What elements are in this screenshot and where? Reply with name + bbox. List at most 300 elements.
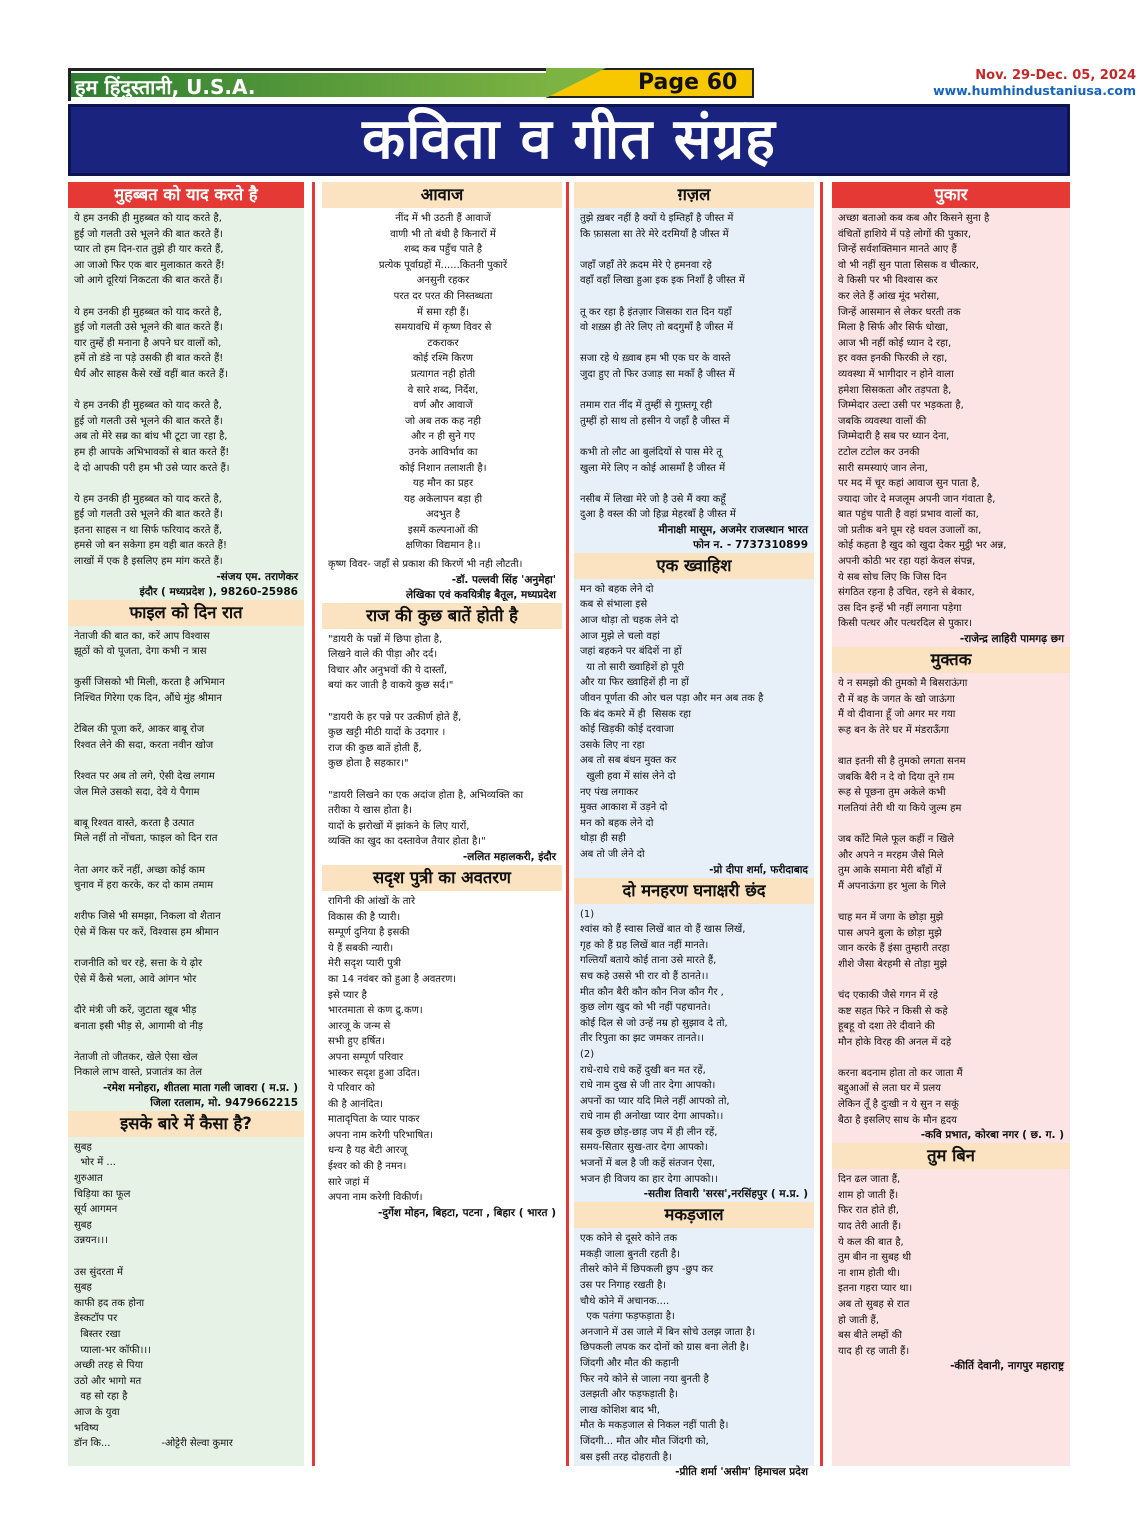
poem-line: चिड़िया का फूल bbox=[74, 1188, 131, 1200]
poem-title: तुम बिन bbox=[832, 1143, 1070, 1169]
masthead bbox=[68, 68, 1136, 99]
poem-line bbox=[838, 894, 1066, 910]
poem-line: नसीब में लिखा मेरे जो है उसे मैं क्या कहूँ bbox=[580, 493, 726, 505]
poem-line: और या फिर ख्वाहिशें ही ना हों bbox=[580, 677, 689, 689]
poem-line: खुली हवा में सांस लेने दो bbox=[580, 771, 676, 782]
poem-line: जो प्रतीक बने घूम रहे धवल उजालों का, bbox=[838, 524, 982, 536]
poem-line: मैं अपनाऊंगा हर भुला के गिले bbox=[838, 880, 946, 892]
poem-line: राधे नाम ही अनोखा प्यार देगा आपको।। bbox=[580, 1111, 724, 1123]
poem-line: कुछ होता है सहकार।" bbox=[328, 758, 409, 770]
poem-line: जीवन पूर्णता की ओर चल पड़ा और मन अब तक है bbox=[580, 693, 764, 705]
poem-line: राजनीति को चर रहे, सत्ता के ये ढ़ोर bbox=[74, 958, 203, 970]
poem-line: में समा रही हैं। bbox=[417, 306, 469, 318]
poem-line: रूह से पूछना तुम अकेले कभी bbox=[838, 787, 946, 799]
poem-line: रौ में बह के जगत के खो जाऊंगा bbox=[838, 693, 955, 705]
poem-line: नेता अगर करें नहीं, अच्छा कोई काम bbox=[74, 864, 206, 876]
poem-line: बस इसी तरह दोहराती है। bbox=[580, 1451, 672, 1463]
poem-line: रूह बन के तेरे घर में मंडराऊँगा bbox=[838, 724, 949, 736]
poem-line: व्यवस्था में भागीदार न होने वाला bbox=[838, 368, 954, 380]
poem-author bbox=[322, 573, 562, 603]
author-line: मीनाक्षी मासूम, अजमेर राजस्थान भारत bbox=[658, 523, 808, 536]
poem-line: शाम हो जाती हैं। bbox=[838, 1189, 899, 1201]
poem-line: सम्पूर्ण दुनिया है इसकी bbox=[328, 927, 410, 939]
author-line: -प्रो दीपा शर्मा, फरीदाबाद bbox=[709, 863, 808, 876]
poem-line: निश्चित गिरेगा एक दिन, औंधे मुंह श्रीमान bbox=[74, 693, 222, 705]
poem-line bbox=[74, 476, 300, 492]
author-line: इंदौर ( मध्यप्रदेश ), 98260-25986 bbox=[139, 585, 298, 598]
poem-line: इसे प्यार है bbox=[328, 989, 367, 1001]
poem-line: आज मुझे ले चलो वहां bbox=[580, 630, 660, 642]
poem-line: वो भी नहीं सुन पाता सिसक व चीत्कार, bbox=[838, 259, 979, 271]
poem-line: एक कोने से दूसरे कोने तक bbox=[580, 1233, 678, 1245]
author-line: -कीर्ति देवानी, नागपुर महाराष्ट्र bbox=[950, 1360, 1064, 1373]
poem-line: आरजू के जन्म से bbox=[328, 1020, 391, 1032]
poem-line: कुछ लोग खुद को भी नहीं पहचानते। bbox=[580, 1002, 711, 1014]
poem-author bbox=[832, 1128, 1070, 1143]
poem-line bbox=[580, 242, 810, 258]
poem-line: जो आगे दूरियां निकटता की बात करते हैं। bbox=[74, 275, 223, 287]
column-3 bbox=[574, 182, 814, 1479]
poem-line: मातादृपिता के प्यार पाकर bbox=[328, 1114, 420, 1126]
poem-line: विचार और अनुभवों की ये दास्ताँ, bbox=[328, 664, 448, 676]
poem-line: तीर रिपुता का झट जमकर तानते।। bbox=[580, 1033, 705, 1045]
poem-line: शीशे जैसा बेरहमी से तोड़ा मुझे bbox=[838, 958, 948, 970]
poem-line bbox=[580, 336, 810, 352]
poem-line: कि बंद कमरे में ही सिसक रहा bbox=[580, 708, 691, 720]
poem-line: चुनाव में हरा करके, कर दो काम तमाम bbox=[74, 880, 214, 892]
poem-body bbox=[322, 208, 562, 554]
poem-line: वह सो रहा है bbox=[74, 1391, 128, 1403]
poem-body bbox=[68, 208, 304, 570]
poem-line: आज के युवा bbox=[74, 1406, 120, 1418]
poem-line: वाणी भी तो बंधी है किनारों में bbox=[390, 228, 496, 240]
poem-line: भविष्य bbox=[74, 1422, 99, 1434]
poem-line: निकाले लाभ वास्ते, प्रजातंत्र का तेल bbox=[74, 1067, 203, 1079]
poem-line: शुरुआत bbox=[74, 1173, 103, 1185]
poem-line: करना बदनाम होता तो कर जाता मैं bbox=[838, 1067, 963, 1079]
poem-line: कोई कहता है खुद को खुदा देकर मुट्ठी भर अन्न, bbox=[838, 540, 1007, 552]
poem-line bbox=[74, 1249, 300, 1265]
poem-line: कर लेते हैं आंख मूंद भरोसा, bbox=[838, 290, 940, 302]
author-line: -राजेन्द्र लाहिरी पामगढ़ छग bbox=[959, 633, 1064, 646]
poem-line: उसके लिए ना रहा bbox=[580, 739, 645, 751]
poem-title: इसके बारे में कैसा है? bbox=[68, 1111, 304, 1137]
poem-line bbox=[328, 694, 558, 710]
poem-line: प्रत्येक पूर्वाग्रहों में......कितनी पुकारें bbox=[378, 259, 508, 271]
poem-line: यादों के झरोखों में झांकने के लिए यारों, bbox=[328, 820, 470, 832]
poem-line: अपनों का प्यार यदि मिले नहीं आपको तो, bbox=[580, 1095, 730, 1107]
poem-line: और न ही सुने गए bbox=[411, 431, 475, 443]
poem-line: जिन्हें आसमान से लेकर धरती तक bbox=[838, 306, 961, 318]
poem-line: मिले नहीं तो नोंचता, फाइल को दिन रात bbox=[74, 833, 218, 845]
poem-line: आज भी नहीं कोई ध्यान दे रहा, bbox=[838, 337, 952, 349]
poem-title: एक ख्वाहिश bbox=[574, 553, 814, 579]
poem-line: दौरे मंत्री जी करें, जुटाता खूब भीड़ bbox=[74, 1004, 197, 1016]
poem-line: हुई जो गलती उसे भूलने की बात करते हैं। bbox=[74, 415, 223, 427]
poem-line: दिन ढल जाता हैं, bbox=[838, 1174, 901, 1186]
poem-line: इतना साहस न था सिर्फ फरियाद करते हैं, bbox=[74, 524, 223, 536]
poem-line: किसी पत्थर और पत्थरदिल से पुकार। bbox=[838, 618, 973, 630]
poem-line bbox=[74, 941, 300, 957]
poem-line: टेबिल की पूजा करें, आकर बाबू रोज bbox=[74, 724, 205, 736]
issue-date: Nov. 29-Dec. 05, 2024 bbox=[975, 68, 1136, 83]
poem-line: हो जाती हैं, bbox=[838, 1314, 880, 1326]
author-line: जिला रतलाम, मो. 9479662215 bbox=[150, 1096, 298, 1109]
column-4 bbox=[832, 182, 1070, 1466]
poem-body bbox=[322, 629, 562, 850]
author-line: -प्रीति शर्मा 'असीम' हिमाचल प्रदेश bbox=[675, 1466, 808, 1479]
poem-body bbox=[574, 579, 814, 863]
poem-line: का 14 नवंबर को हुआ है अवतरण। bbox=[328, 973, 457, 985]
poem-line: हमसे जो बन सकेगा हम वही बात करते हैं! bbox=[74, 540, 227, 552]
brand-name: हम हिंदुस्तानी, U.S.A. bbox=[75, 75, 256, 99]
poem-author bbox=[574, 863, 814, 878]
poem-line: जान करके हैं इंसा तुम्हारी तरहा bbox=[838, 943, 950, 955]
poem-line: बात पहुंच पाती है वहां प्रभाव वालों का, bbox=[838, 509, 979, 521]
poem-line: अब तो सुबह से रात bbox=[838, 1299, 910, 1310]
column-divider bbox=[820, 182, 823, 1466]
poem-line bbox=[838, 972, 1066, 988]
column-2 bbox=[322, 182, 562, 1466]
poem-line: कुछ खट्टी मीठी यादों के उदगार । bbox=[328, 727, 446, 739]
note-text: कृष्ण विवर- जहाँ से प्रकाश की किरणें भी नही लौटती। bbox=[328, 559, 523, 571]
poem-line: अच्छी तरह से पिया bbox=[74, 1360, 143, 1372]
poem-line: सुबह bbox=[74, 1219, 92, 1231]
poem-line: हम ही आपके अभिभावकों से बात करते हैं! bbox=[74, 446, 230, 458]
poem-line: वे किसी पर भी विश्वास कर bbox=[838, 275, 938, 287]
poem-line: ये हम उनकी ही मुहब्बत को याद करते है, bbox=[74, 493, 222, 505]
poem-line: मैं वो दीवाना हूँ जो अगर मर गया bbox=[838, 709, 956, 721]
poem-line: पास अपने बुला के छोड़ा मुझे bbox=[838, 927, 942, 939]
poem-line: रागिनी की आंखों के तारे bbox=[328, 895, 416, 907]
poem-line bbox=[580, 476, 810, 492]
poem-line: ईश्वर को की है नमन। bbox=[328, 1161, 407, 1173]
poem-line: तुझे ख़बर नहीं है क्यों ये इम्तिहाँ है जीस्त में bbox=[580, 213, 734, 224]
poem-line: उलझती और फड़फड़ाती है। bbox=[580, 1389, 679, 1401]
poem-line: (1) bbox=[580, 908, 595, 920]
poem-line: अच्छा बताओ कब कब और किसने सुना है bbox=[838, 213, 990, 224]
poem-line: वहाँ वहाँ लिखा हुआ इक इक निशाँ है जीस्त में bbox=[580, 275, 745, 287]
poem-line bbox=[580, 289, 810, 305]
poem-line bbox=[74, 800, 300, 816]
poem-line: मन को बहक लेने दो bbox=[580, 817, 654, 829]
poem-line: "डायरी के हर पन्ने पर उत्कीर्ण होते हैं, bbox=[328, 711, 462, 723]
poem-line: तीसरे कोने में छिपकली छुप -छुप कर bbox=[580, 1264, 714, 1276]
poem-line: काफी हद तक होना bbox=[74, 1297, 145, 1309]
poem-line: अपना नाम करेगी विकीर्ण। bbox=[328, 1192, 423, 1204]
poem-line: जहां बहकने पर बंदिशें ना हों bbox=[580, 646, 682, 658]
poem-title: सदृश पुत्री का अवतरण bbox=[322, 865, 562, 891]
poem-line: समयावधि में कृष्ण विवर से bbox=[394, 322, 492, 334]
poem-body bbox=[574, 904, 814, 1188]
website-link[interactable]: www.humhindustaniusa.com bbox=[933, 83, 1136, 98]
poem-line: मौत के मकड़जाल से निकल नहीं पाती है। bbox=[580, 1420, 729, 1432]
poem-line: बात इतनी सी है तुमको लगता सनम bbox=[838, 756, 966, 767]
poem-line: वे सारे शब्द, निर्देश, bbox=[407, 384, 479, 396]
poem-line: ये परिवार को bbox=[328, 1083, 376, 1095]
poem-line: खुला मेरे लिए न कोई आसमाँ है जीस्त में bbox=[580, 462, 726, 474]
poem-line: प्रत्यागत नही होती bbox=[410, 368, 476, 380]
author-line: फोन न. - 7737310899 bbox=[693, 538, 808, 551]
poem-body bbox=[832, 673, 1070, 1128]
poem-line bbox=[74, 707, 300, 723]
poem-line: छिपकली लपक कर दोनों को ग्रास बना लेती है। bbox=[580, 1342, 749, 1354]
page-number-box bbox=[546, 68, 754, 98]
poem-line: धैर्य और साहस कैसे रखें वहीं बात करते हैं। bbox=[74, 368, 228, 380]
poem-note bbox=[322, 554, 562, 573]
poem-line: जिंदगी... मौत और मौत जिंदगी को, bbox=[580, 1435, 709, 1447]
poem-line: सब कुछ छोड़-छाड़ जप में ही लीन रहें, bbox=[580, 1126, 718, 1138]
poem-line: राधे-राधे राधे कहें दुखी बन मत रहें, bbox=[580, 1064, 706, 1076]
poem-line: नए पंख लगाकर bbox=[580, 786, 639, 798]
poem-line: शरीफ जिसे भी समझा, निकला वो शैतान bbox=[74, 911, 221, 923]
poem-line: कष्ट सहत फिरे न किसी से कहे bbox=[838, 1005, 948, 1017]
poem-line: बद्दुआओं से लता घर में प्रलय bbox=[838, 1083, 941, 1095]
poem-line: तरीका ये खास होता है। bbox=[328, 805, 412, 817]
poem-title: पुकार bbox=[832, 182, 1070, 208]
poem-line: कुर्सी जिसको भी मिली, करता है अभिमान bbox=[74, 677, 225, 689]
poem-line: भारतमाता से कण द्रु.कण। bbox=[328, 1005, 423, 1017]
poem-line: क्षणिका विद्यमान है।। bbox=[405, 540, 481, 552]
poem-line: थोड़ा ही सही bbox=[580, 833, 626, 845]
poem-line: मीत कौन बैरी कौन कौन निज कौन गैर , bbox=[580, 986, 724, 998]
poem-line: ये हम उनकी ही मुहब्बत को याद करते है, bbox=[74, 306, 222, 318]
poem-line: अपना सम्पूर्ण परिवार bbox=[328, 1051, 404, 1063]
poem-line: राधे नाम दुख से जी तार देगा आपको। bbox=[580, 1080, 716, 1092]
poem-line: जिम्मेदारी है सब पर ध्यान देना, bbox=[838, 431, 950, 443]
poem-line: चाह मन में जगा के छोड़ा मुझे bbox=[838, 911, 944, 923]
poem-line: सुबह bbox=[74, 1141, 92, 1153]
poem-line: कब से संभाला इसे bbox=[580, 599, 648, 611]
author-line: -डॉ. पल्लवी सिंह 'अनुमेहा' bbox=[451, 573, 556, 586]
author-line: -दुर्गेश मोहन, बिहटा, पटना , बिहार ( भारत ) bbox=[378, 1206, 556, 1219]
poem-line: सच कहे उससे भी रार वो हैं ठानते।। bbox=[580, 970, 709, 982]
poem-line bbox=[74, 753, 300, 769]
poem-line: ये हम उनकी ही मुहब्बत को याद करते है, bbox=[74, 400, 222, 412]
poem-line: रिश्वत लेने की सदा, करता नवीन खोज bbox=[74, 739, 214, 751]
poem-line: हूबहू वो दशा तेरे दीवाने की bbox=[838, 1021, 935, 1033]
poem-line: जेल मिले उसको सदा, देवे ये पैगाम bbox=[74, 786, 200, 798]
poem-line: कोई रश्मि किरण bbox=[412, 353, 474, 365]
poem-title: फाइल को दिन रात bbox=[68, 600, 304, 626]
poem-line bbox=[838, 1050, 1066, 1066]
poem-line: भास्कर सदृश हुआ उदित। bbox=[328, 1067, 421, 1079]
poem-line bbox=[74, 847, 300, 863]
poem-line: अनसुनी रहकर bbox=[416, 275, 470, 287]
poem-line: ऐसे में किस पर करें, विश्वास हम श्रीमान bbox=[74, 926, 219, 938]
poem-line: उस दिन इन्हें भी नहीं लगाना पड़ेगा bbox=[838, 602, 962, 614]
poem-line bbox=[838, 816, 1066, 832]
poem-line: उठो और भागो मत bbox=[74, 1375, 142, 1387]
poem-line: नींद में भी उठती हैं आवाजें bbox=[395, 213, 491, 224]
poem-line: कि फ़ासला सा तेरे मेरे दरमियाँ है जीस्त में bbox=[580, 228, 729, 240]
poem-line: जहाँ जहाँ तेरे क़दम मेरे ऐ हमनवा रहे bbox=[580, 259, 712, 271]
poem-line: ये हम उनकी ही मुहब्बत को याद करते है, bbox=[74, 213, 222, 224]
poem-line: गल्तियाँ बताये कोई ताना उसे मारते हैं, bbox=[580, 955, 717, 967]
poem-line: लाख कोशिश बाद भी, bbox=[580, 1404, 660, 1416]
poem-line: हुई जो गलती उसे भूलने की बात करते हैं। bbox=[74, 322, 223, 334]
poem-line: लेकिन तूँ है दुःखी न ये सुन न सकूं bbox=[838, 1099, 959, 1111]
author-line: -सतीश तिवारी 'सरस',नरसिंहपुर ( म.प्र. ) bbox=[643, 1188, 808, 1201]
poem-line: प्यार तो हम दिन-रात तुझे ही यार करते हैं, bbox=[74, 244, 224, 256]
poem-line: अनजाने में उस जाले में बिन सोचे उलझ जाता है। bbox=[580, 1326, 756, 1338]
poem-line: झूठों को वो पूजता, देगा कभी न त्रास bbox=[74, 646, 207, 658]
poem-line: नेताजी की बात का, करें आप विश्वास bbox=[74, 630, 210, 642]
poem-line: ज्यादा जोर दे मजलूम अपनी जान गंवाता है, bbox=[838, 493, 996, 505]
poem-line: ऐसे में कैसे भला, आवे आंगन भोर bbox=[74, 973, 197, 985]
poem-body bbox=[832, 1169, 1070, 1359]
poem-body bbox=[574, 1228, 814, 1465]
poem-line: धन्य है यह बेटी आरजू bbox=[328, 1145, 408, 1157]
poem-line: याद तेरी आती हैं। bbox=[838, 1221, 902, 1233]
poem-line: सजा रहे थे ख़्वाब हम भी एक घर के वास्ते bbox=[580, 353, 731, 365]
brand-bar bbox=[68, 68, 549, 101]
poem-line bbox=[328, 772, 558, 788]
poem-line: मुक्त आकाश में उड़ने दो bbox=[580, 802, 668, 814]
poem-line: उनके आविर्भाव का bbox=[408, 446, 478, 458]
poem-line: ना शाम होती थी। bbox=[838, 1267, 901, 1279]
poem-body bbox=[68, 626, 304, 1081]
section-title: कविता व गीत संग्रह bbox=[362, 107, 776, 172]
poem-line: एक पतंगा फड़फड़ाता है। bbox=[580, 1311, 675, 1323]
column-divider bbox=[312, 182, 315, 1466]
poem-line: डेस्कटॉप पर bbox=[74, 1313, 118, 1325]
poem-line: सारी समस्याएं जान लेना, bbox=[838, 462, 928, 474]
poem-line: अब तो सब बंधन मुक्त कर bbox=[580, 755, 677, 767]
poem-line bbox=[580, 429, 810, 445]
poem-line: बाबू रिश्वत वास्ते, करता है उत्पात bbox=[74, 817, 195, 829]
poem-line: इसमें कल्पनाओं की bbox=[407, 524, 479, 536]
poem-line: ये कल की बात है, bbox=[838, 1236, 904, 1248]
poem-line: या तो सारी ख्वाहिशें हो पूरी bbox=[580, 661, 684, 673]
poem-line: लिखने वाले की पीड़ा और दर्द। bbox=[328, 649, 438, 661]
poem-line: भोर में ... bbox=[74, 1157, 116, 1169]
poem-line: परत दर परत की निस्तब्धता bbox=[393, 290, 493, 302]
poem-line: गृह को हैं ग्रह लिखें बात नहीं मानते। bbox=[580, 939, 709, 951]
poem-line: सूर्य आगमन bbox=[74, 1204, 118, 1216]
poem-body bbox=[68, 1137, 304, 1452]
poem-author bbox=[574, 1187, 814, 1202]
poem-line: बैठा है इसलिए साध के मौन हृदय bbox=[838, 1114, 957, 1126]
poem-line: राज की कुछ बातें होती हैं, bbox=[328, 742, 422, 754]
poem-line: संगठित रहना है उचित, रहने से बेकार, bbox=[838, 587, 975, 599]
poem-line: पर मद में चूर कहां आवाज सुन पाता है, bbox=[838, 478, 980, 490]
poem-line: वंचितों हाशिये में पड़े लोगों की पुकार, bbox=[838, 228, 972, 240]
poem-line: (2) bbox=[580, 1048, 595, 1060]
poem-line bbox=[838, 738, 1066, 754]
poem-line: आज थोड़ा तो चहक लेने दो bbox=[580, 615, 679, 627]
poem-line: बयां कर जाती है वाकये कुछ सर्द।" bbox=[328, 680, 454, 692]
poem-line bbox=[74, 1034, 300, 1050]
poem-line: सारे जहां में bbox=[328, 1176, 370, 1188]
poem-line: नेताजी तो जीतकर, खेले ऐसा खेल bbox=[74, 1051, 198, 1063]
poem-line: कभी तो लौट आ बुलंदियों से पास मेरे तू bbox=[580, 446, 722, 458]
poem-line: कोई खिड़की कोई दरवाजा bbox=[580, 724, 674, 736]
poem-line: उन्नयन।।। bbox=[74, 1235, 108, 1247]
poem-line: जब काँटे मिले फूल कहीं न खिले bbox=[838, 833, 955, 845]
poem-line bbox=[74, 383, 300, 399]
poem-line: इतना गहरा प्यार था। bbox=[838, 1283, 913, 1295]
poem-line: रिश्वत पर अब तो लगे, ऐसी देख लगाम bbox=[74, 771, 215, 782]
poem-line: कोई निशान तलाशती है। bbox=[399, 462, 487, 474]
poem-line: सभी हुए हर्षित। bbox=[328, 1036, 385, 1048]
poem-line: ये हैं सबकी न्यारी। bbox=[328, 942, 394, 954]
poem-line: अपनी कोठी भर रहा यहां केवल संपन्न, bbox=[838, 556, 976, 568]
poem-line: अपना नाम करेगी परिभाषित। bbox=[328, 1129, 433, 1141]
poem-body bbox=[322, 891, 562, 1206]
poem-line: मकड़ी जाला बुनती रहती है। bbox=[580, 1248, 681, 1260]
poem-line: उस पर निगाह रखती है। bbox=[580, 1280, 667, 1292]
poem-line: ये न समझो की तुमको मै बिसराऊंगा bbox=[838, 678, 968, 690]
poem-line bbox=[74, 660, 300, 676]
poem-line: डॉन कि... -ओट्टेरी सेल्वा कुमार bbox=[74, 1438, 233, 1450]
poem-line: तू कर रहा है इंतज़ार जिसका रात दिन यहाँ bbox=[580, 306, 732, 318]
poem-author bbox=[322, 850, 562, 865]
poem-line: लाखों में एक है इसलिए हम मांग करते हैं। bbox=[74, 556, 223, 568]
poem-line: हमेशा सिसकता और तड़पता है, bbox=[838, 384, 952, 396]
column-1 bbox=[68, 182, 304, 1466]
poem-line bbox=[580, 383, 810, 399]
poem-line bbox=[74, 289, 300, 305]
poem-title: राज की कुछ बातें होती है bbox=[322, 603, 562, 629]
poem-title: मुहब्बत को याद करते है bbox=[68, 182, 304, 208]
poem-line: वर्ण और आवाजें bbox=[413, 400, 473, 412]
poem-line: वो शख़्स ही तेरे लिए तो बदगुमाँ है जीस्त में bbox=[580, 322, 734, 334]
poem-line: आ जाओ फिर एक बार मुलाकात करते हैं! bbox=[74, 259, 225, 271]
poem-line: चंद एकाकी जैसे गगन में रहे bbox=[838, 989, 938, 1001]
poem-line: तुम्हीं हो साथ तो हसीन ये जहाँ है जीस्त में bbox=[580, 415, 730, 427]
poem-author bbox=[574, 523, 814, 553]
poem-line: यार तुम्हें ही मनाना है अपने घर वालों को, bbox=[74, 337, 222, 349]
poem-line: अदभुत है bbox=[425, 509, 461, 521]
poem-line: जुदा हुए तो फिर उजाड़ सा मकाँ है जीस्त में bbox=[580, 368, 735, 380]
poem-line: उस सुंदरता में bbox=[74, 1266, 124, 1278]
poem-line: तुम आके समाना मेरी बाँहों में bbox=[838, 865, 942, 877]
poem-line: अब तो जी लेने दो bbox=[580, 848, 645, 860]
poem-author bbox=[322, 1206, 562, 1221]
author-line: -संजय एम. तराणेकर bbox=[216, 570, 298, 583]
poem-line: बस बीते लम्हों की bbox=[838, 1330, 902, 1342]
page-number: Page 60 bbox=[638, 70, 738, 95]
poem-line: जबकि व्यवस्था वालों की bbox=[838, 415, 927, 427]
poem-author bbox=[832, 1359, 1070, 1374]
poem-line: और अपने न मरहम जैसे मिले bbox=[838, 849, 944, 861]
poem-author bbox=[574, 1465, 814, 1480]
poem-line: जिम्मेदार उल्टा उसी पर भड़कता है, bbox=[838, 400, 964, 412]
poem-title: मुक्तक bbox=[832, 647, 1070, 673]
poem-line: टटोल टटोल कर उनकी bbox=[838, 446, 920, 458]
poem-line: मौन होके विरह की अनल में दहे bbox=[838, 1036, 952, 1048]
poem-line: की है आनंदित। bbox=[328, 1098, 384, 1110]
poem-line: गलतियां तेरी थी या किये जुल्म हम bbox=[838, 802, 962, 814]
poem-line: बिस्तर रखा bbox=[74, 1329, 121, 1340]
poem-author bbox=[832, 632, 1070, 647]
poem-line: मिला है सिर्फ और सिर्फ धोखा, bbox=[838, 322, 949, 334]
poem-line: फिर रात होते ही, bbox=[838, 1205, 899, 1217]
poem-line: हमें तो डंडे ना पड़े उसकी ही बात करते हैं! bbox=[74, 353, 224, 365]
poem-line: मेरी सदृश प्यारी पुत्री bbox=[328, 958, 401, 970]
poem-line: शब्द कब पहुँच पाते है bbox=[403, 244, 483, 256]
poem-title: ग़ज़ल bbox=[574, 182, 814, 208]
poem-line: प्याला-भर कॉफी।।। bbox=[74, 1344, 151, 1356]
poem-line: "डायरी के पन्नों में छिपा होता है, bbox=[328, 633, 443, 645]
poem-line: याद ही रह जाती हैं। bbox=[838, 1345, 910, 1357]
column-divider bbox=[566, 182, 569, 1466]
poem-line: ये सब सोच लिए कि जिस दिन bbox=[838, 571, 947, 583]
poem-line: कोई दिल से जो उन्हें नम्र हो सुझाव दे तो, bbox=[580, 1017, 728, 1029]
poem-line: मन को बहक लेने दो bbox=[580, 583, 654, 595]
section-banner bbox=[68, 104, 1070, 176]
